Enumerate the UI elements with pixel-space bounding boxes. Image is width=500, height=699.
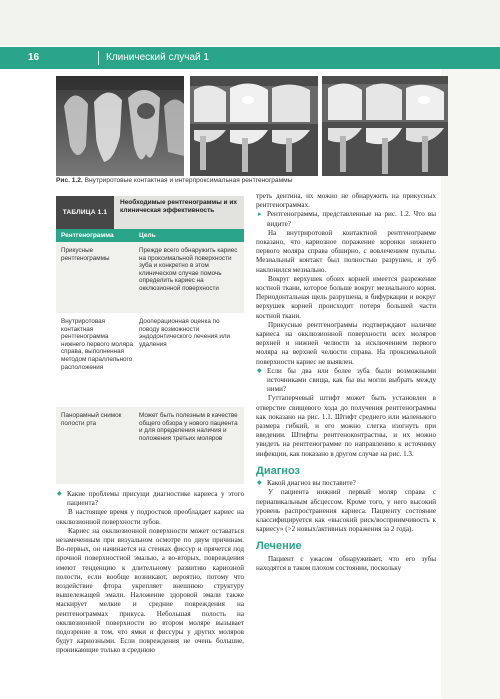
body-paragraph: Кариес на окклюзионной поверхности может оставаться незамеченным при визуальном осмотре по двум причинам. Во-первых, он начинается на стенках фиссур и прячется под прочной поверхностной эмалью, а во-вторых, повреждения имеют тенденцию к длительному развитию кариозной полости, если вообще возникают, вероятно, потому что воздействие фтора укрепляет внешнюю структуру вышележащей эмали. Наложение здоровой эмали также маскирует мелкие и средние повреждения на рентгенограммах прикуса. Небольшая полость на окклюзионной поверхности во втором моляре вызывает подозрение в том, что ямки и фиссуры у других моляров будут кариозными. Если повреждения не очень большие, проникающие только в среднюю [56,526,244,655]
table-label: ТАБЛИЦА 1.1 [56,196,114,229]
table-row [56,242,244,313]
bitewing-radiograph-left-image [190,76,318,176]
bullet-radiographs: ▸ Рентгенограммы, представленные на рис. 1.2. Что вы видите? [256,210,436,228]
running-title: Клинический случай 1 [106,52,209,63]
question-diagnosis: ◆ Какой диагноз вы поставите? [256,479,436,488]
figure-caption [56,177,436,184]
right-text-column [256,192,436,573]
table-cell-type: Внутриротовая контактная рентгенограмма нижнего первого моляра справа, выполненная методом параллельного расположения [61,318,133,371]
table-column-headers [56,229,244,242]
right-margin-band [441,69,500,699]
table-title: Необходимые рентгенограммы и их клиническая эффективность [120,199,237,214]
table-cell-type: Панорамный снимок полости рта [61,412,122,427]
body-paragraph: треть дентина, их можно не обнаружить на прикусных рентгенограммах. [256,192,436,210]
table-cell-type: Прикусные рентгенограммы [61,247,110,262]
table-row [56,407,244,484]
table-row [56,313,244,407]
figure-label: Рис. 1.2. [56,177,83,184]
question-diagnostics: ◆ Какие проблемы присущи диагностике кариеса у этого пациента? [56,490,244,508]
question-fistula: ◆ Если бы два или более зуба были возможными источниками свища, как бы вы могли выбрать между ними? [256,367,436,395]
table-cell-goal: Может быть полезным в качестве общего обзора у нового пациента и для определения наличия и положения третьих моляров [139,412,238,442]
body-paragraph: Пациент с ужасом обнаруживает, что его зубы находятся в таком плохом состоянии, поскольку [256,554,436,572]
body-paragraph: На внутриротовой контактной рентгенограмме показано, что кариозное поражение коронки нижнего первого моляра справа обширно, с вовлечением пульпы. Мезиальный контакт был полностью разрушен, и зуб наклонился мезиально. [256,228,436,274]
bitewing-radiograph-right-image [322,76,448,176]
heading-treatment: Лечение [256,540,302,553]
header-divider [98,51,99,65]
table-cell-goal: Дооперационная оценка по поводу возможности эндодонтического лечения или удаления [139,318,231,348]
periapical-radiograph-image [56,76,184,176]
page-header [0,47,500,69]
table-header [56,196,244,229]
figure-caption-text: Внутриротовые контактная и интерпроксимальная рентгенограммы [84,177,293,184]
figure-radiographs [56,76,448,176]
body-paragraph: Гуттаперчевый штифт может быть установлен в отверстие свищевого хода до получения рентгенограммы как показано на рис. 1.1. Штифт среднего или маленького размера гибкий, и его можно слегка изогнуть при введении. Штифты рентгеноконтрастны, и их можно увидеть на рентгенограмме по направлению к источнику инфекции, как показано в другом случае на рис. 1.3. [256,394,436,458]
column-header-goal: Цель [139,232,156,239]
left-text-column [56,490,244,656]
table-radiographs [56,196,244,484]
heading-diagnosis: Диагноз [256,464,300,477]
table-cell-goal: Прежде всего обнаружить кариес на проксимальной поверхности зуба и конкретно в этом клиническом случае помочь определить кариес на окклюзионной поверхности [139,247,238,292]
body-paragraph: Прикусные рентгенограммы подтверждают наличие кариеса на окклюзионной поверхности всех моляров верхней и нижней челюсти за исключением первого моляра на верхней челюсти справа. На проксимальной поверхности кариес не выявлен. [256,320,436,366]
body-paragraph: В настоящее время у подростков преобладает кариес на окклюзионной поверхности зубов. [56,508,244,526]
page-number: 16 [28,52,40,63]
top-margin-band [0,0,500,46]
body-paragraph: Вокруг верхушек обоих корней имеется разрежение костной ткани, которое больше вокруг мезиального корня. Периодонтальная щель разрушена, в бифуркации и вокруг верхушек корней происходит потеря большей части костной ткани. [256,274,436,320]
column-header-radiograph: Рентгенограмма [61,232,114,239]
body-paragraph: У пациента нижний первый моляр справа с периапикальным абсцессом. Кроме того, у него высокий уровень распространения кариеса. Пациенту состояние классифицируется как «высокий риск/восприимчивость к кариесу» (>2 новых/активных поражения за 2 года). [256,488,436,534]
